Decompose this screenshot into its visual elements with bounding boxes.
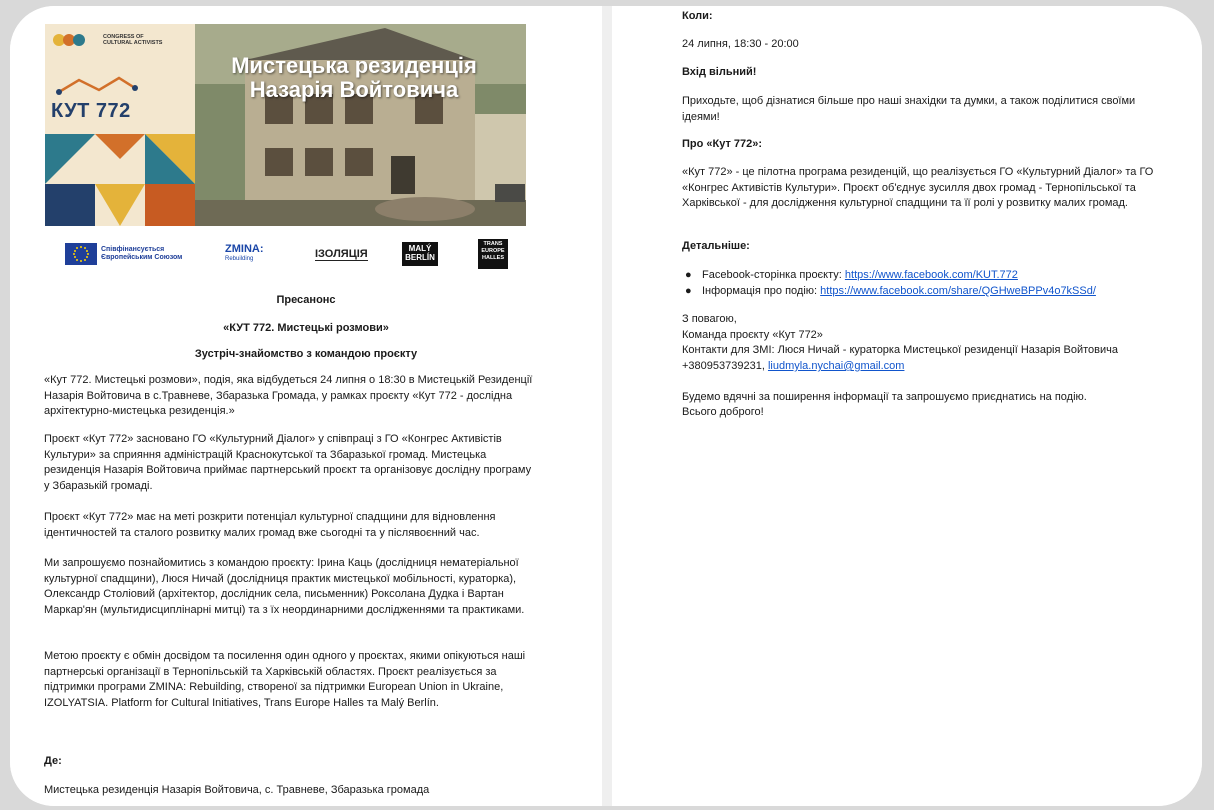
event-subtitle: Зустріч-знайомство з командою проєкту [194, 348, 418, 360]
intro-paragraph: «Кут 772. Мистецькі розмови», подія, яка відбудеться 24 липня о 18:30 в Мистецькій Резиденції Назарія Войтовича в с.Травневе, Збаразька Громада, у рамках проєкту «Кут 772 - дослідна архітектурно-мистецька резиденція.» [44, 374, 533, 417]
facebook-page-link[interactable]: https://www.facebook.com/KUT.772 [844, 269, 1018, 281]
goodbye-line: Всього доброго! [682, 406, 764, 418]
goal-paragraph: Проєкт «Кут 772» має на меті розкрити потенціал культурної спадщини для відновлення ідентичностей та сталого розвитку малих громад вже сьогодні та у післявоєнний час. [44, 511, 496, 539]
about-label: Про «Кут 772»: [682, 138, 763, 150]
press-label: Пресанонс [276, 294, 336, 306]
invite-paragraph: Приходьте, щоб дізнатися більше про наші знахідки та думки, а також поділитися своїми ідеями! [682, 95, 1136, 123]
when-value: 24 липня, 18:30 - 20:00 [682, 38, 799, 50]
where-label: Де: [44, 755, 62, 767]
zmina-sub-label: Rebuilding [225, 256, 254, 262]
details-label: Детальніше: [682, 240, 750, 252]
where-value: Мистецька резиденція Назарія Войтовича, с. Травневе, Збаразька громада [44, 784, 430, 796]
facebook-page-label: Facebook-сторінка проєкту: [702, 269, 845, 281]
eu-logo [65, 236, 196, 272]
team-paragraph: Ми запрошуємо познайомитись з командою проєкту: Ірина Каць (дослідниця нематеріальної культурної спадщини), Люся Ничай (дослідниця практик мистецької мобільності, кураторка), Олександр Століовий (архітектор, дослідник села, письменник) Роксолана Дудка і Вартан Маркар'ян (мультидисциплінарні митці) та з їх неординарними дослідженнями та практиками. [44, 557, 525, 616]
maly-berlin-label: MALÝ BERLÍN [402, 242, 438, 266]
phone-number: +380953739231, [682, 360, 768, 372]
izolyatsia-label: ІЗОЛЯЦІЯ [315, 247, 368, 260]
founding-paragraph: Проєкт «Кут 772» засновано ГО «Культурний Діалог» у співпраці з ГО «Конгрес Активістів Культури» за сприяння адміністрацій Краснокутської та Збаразької громад. Мистецька резиденція Назарія Войтовича приймає партнерський проєкт та організовує дослідну програму у Збаразькій громаді. [44, 433, 532, 492]
zmina-label: ZMINA: [225, 243, 264, 255]
right-page [612, 6, 1202, 806]
phone-email-line [682, 359, 1162, 375]
zmina-logo [225, 236, 264, 272]
purpose-paragraph: Метою проєкту є обмін досвідом та посилення один одного у проєктах, якими опікуються наші партнерські організації в Тернопільській та Харківській областях. Проєкт реалізується за підтримки програми ZMINA: Rebuilding, створеної за підтримки European Union in Ukraine, IZOLYATSIA. Platform for Cultural Initiatives, Trans Europe Halles та Malý Berlín. [44, 650, 526, 709]
bullet-facebook-page [685, 268, 1018, 284]
cca-label: CONGRESS OF CULTURAL ACTIVISTS [103, 34, 163, 46]
page-divider [602, 6, 612, 806]
event-info-label: Інформація про подію: [702, 285, 821, 297]
left-page [10, 6, 602, 806]
banner-heading: Мистецька резиденція Назарія Войтовича [231, 53, 477, 102]
eu-flag-icon [65, 243, 97, 265]
event-title: «КУТ 772. Мистецькі розмови» [223, 322, 389, 334]
eu-label: Співфінансується Європейським Союзом [101, 246, 183, 261]
bullet-dot-icon: ● [685, 285, 692, 297]
about-paragraph: «Кут 772» - це пілотна програма резиденцій, що реалізується ГО «Культурний Діалог» та ГО «Конгрес Активістів Культури». Проєкт об'єднує зусилля двох громад - Тернопільської та Харківської - для дослідження культурної спадщини та її ролі у розвитку малих громад. [682, 166, 1154, 209]
event-info-link[interactable]: https://www.facebook.com/share/QGHweBPPv4o7kSSd/ [820, 285, 1096, 297]
when-label: Коли: [682, 10, 713, 22]
team-line: Команда проєкту «Кут 772» [682, 329, 823, 341]
route-line-icon [53, 74, 141, 98]
cca-logo [50, 30, 90, 60]
email-link[interactable]: liudmyla.nychai@gmail.com [767, 360, 905, 372]
document-sheet [10, 6, 1202, 806]
contacts-line: Контакти для ЗМІ: Люся Ничай - кураторка Мистецької резиденції Назарія Войтовича [682, 344, 1118, 356]
thanks-line: Будемо вдячні за поширення інформації та запрошуємо приєднатись на подію. [682, 391, 1087, 403]
trans-europe-label: TRANS EUROPE HALLES [478, 239, 508, 269]
maly-berlin-logo [402, 236, 438, 272]
banner-geometric-art [45, 24, 195, 226]
sponsor-logos [65, 236, 525, 272]
regards-line: З повагою, [682, 313, 737, 325]
bullet-dot-icon: ● [685, 269, 692, 281]
kut-logo-title: КУТ 772 [51, 100, 131, 122]
event-banner [45, 24, 526, 226]
free-entry-label: Вхід вільний! [682, 66, 757, 78]
trans-europe-halles-logo [478, 236, 508, 272]
bullet-event-info [685, 284, 1096, 300]
izolyatsia-logo [315, 236, 368, 272]
